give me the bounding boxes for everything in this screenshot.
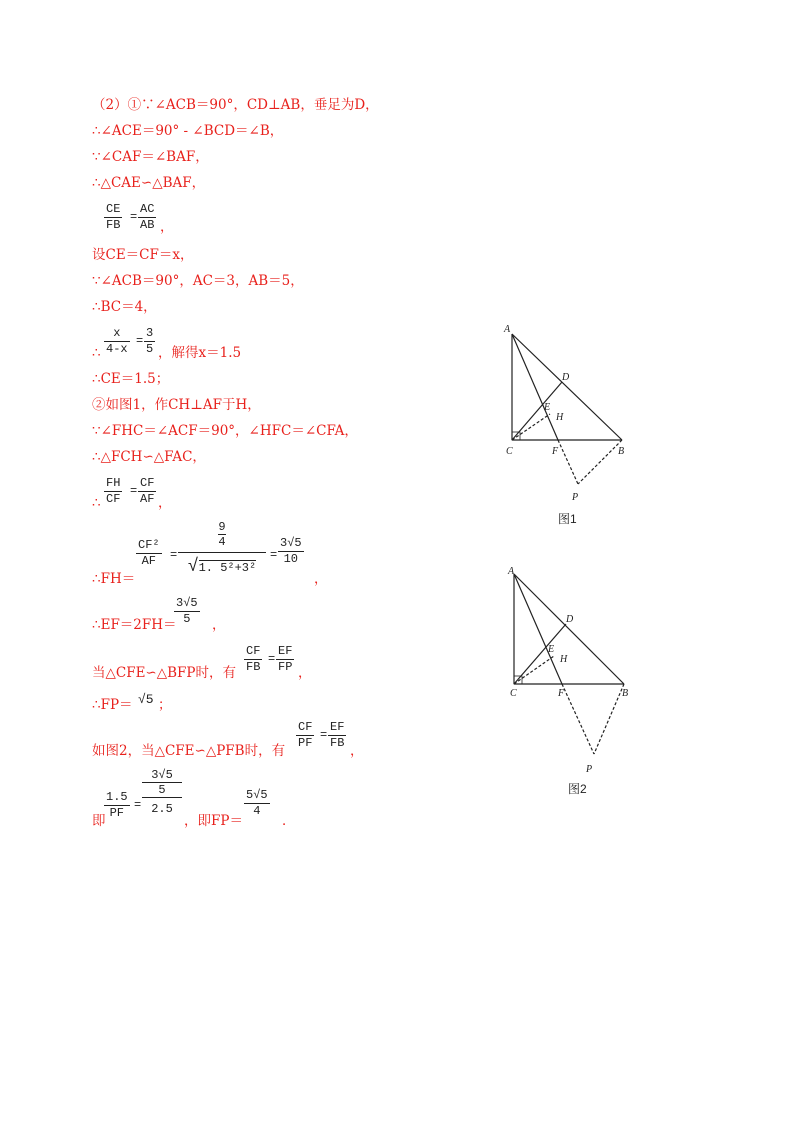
fraction-cf2-af: $\frac{\text{CF²}}{AF}$ (138, 538, 160, 568)
line-15-prefix: ∴FH＝ (92, 571, 136, 587)
compound-fraction: 3√5 5 2.5 (142, 768, 182, 817)
line-5-suffix: ， (160, 219, 174, 235)
line-16-prefix: ∴EF＝2FH＝ (92, 617, 177, 633)
label-H: H (560, 654, 568, 665)
label-F: F (558, 688, 565, 699)
label-D: D (562, 372, 570, 383)
equal-sign: = (270, 548, 278, 562)
fraction-cf-pf: $\frac{CF}{PF}$ (298, 720, 313, 750)
line-19-suffix: ， (350, 743, 364, 759)
fraction-1.5-pf: $\frac{1.5}{PF}$ (106, 790, 128, 820)
line-14-suffix: ， (158, 495, 172, 511)
equal-sign: = (268, 652, 276, 666)
fraction-3root5-5: $\frac{3√5}{5}$ (176, 596, 198, 626)
line-16-suffix: ， (212, 617, 226, 633)
fraction-ef-fp: $\frac{EF}{FP}$ (278, 644, 293, 674)
equal-sign: = (170, 548, 178, 562)
line-12: ∵∠FHC＝∠ACF＝90°，∠HFC＝∠CFA， (92, 423, 358, 439)
equal-sign: = (136, 334, 144, 348)
line-2: ∴∠ACE＝90° - ∠BCD＝∠B， (92, 123, 284, 139)
big-fraction: $\frac{9}{4}$ √1. 5²+3² (178, 520, 266, 577)
root5-value: √5 (138, 692, 154, 707)
fraction-5root5-4: $\frac{5√5}{4}$ (246, 788, 268, 818)
equal-sign: = (130, 484, 138, 498)
label-A: A (504, 324, 511, 335)
line-3: ∵∠CAF＝∠BAF， (92, 149, 209, 165)
line-11: ②如图1，作CH⊥AF于H， (92, 397, 261, 413)
sqrt-icon: √ (187, 557, 199, 577)
label-C: C (510, 688, 517, 699)
label-C: C (506, 446, 513, 457)
line-19-prefix: 如图2，当△CFE∽△PFB时，有 (92, 743, 286, 759)
label-P: P (586, 764, 593, 775)
fraction-3root5-10: $\frac{3√5}{10}$ (280, 536, 302, 566)
label-F: F (552, 446, 559, 457)
figure-1-caption: 图1 (558, 512, 577, 526)
equal-sign: = (134, 798, 142, 812)
line-20-suffix: ． (282, 813, 296, 829)
line-17-prefix: 当△CFE∽△BFP时，有 (92, 665, 236, 681)
line-7: ∵∠ACB＝90°，AC＝3，AB＝5， (92, 273, 304, 289)
label-A: A (508, 566, 515, 577)
fraction-ce-fb: $\frac{CE}{FB}$ (106, 202, 121, 232)
label-B: B (622, 688, 629, 699)
figure-1 (498, 322, 638, 512)
fraction-ac-ab: $\frac{AC}{AB}$ (140, 202, 155, 232)
line-6: 设CE＝CF＝x， (92, 247, 194, 263)
line-18-prefix: ∴FP＝ (92, 697, 133, 713)
fraction-ef-fb: $\frac{EF}{FB}$ (330, 720, 345, 750)
figure-2 (500, 562, 640, 777)
label-E: E (544, 402, 551, 413)
line-14-prefix: ∴ (92, 495, 101, 511)
line-4: ∴△CAE∽△BAF， (92, 175, 206, 191)
label-H: H (556, 412, 564, 423)
line-20-prefix: 即 (92, 813, 106, 829)
equal-sign: = (320, 728, 328, 742)
line-18-suffix: ； (158, 697, 172, 713)
line-9-suffix: ，解得x＝1.5 (158, 345, 242, 361)
figure-2-caption: 图2 (568, 782, 587, 796)
fraction-3-5: $\frac{3}{5}$ (146, 326, 154, 356)
label-D: D (566, 614, 574, 625)
line-17-suffix: ， (298, 665, 312, 681)
line-9-prefix: ∴ (92, 345, 101, 361)
fraction-cf-af: $\frac{CF}{AF}$ (140, 476, 155, 506)
line-1: （2）①∵∠ACB＝90°，CD⊥AB，垂足为D， (92, 97, 379, 113)
line-10: ∴CE＝1.5； (92, 371, 170, 387)
label-P: P (572, 492, 579, 503)
equal-sign: = (130, 210, 138, 224)
line-20-mid: ，即FP＝ (184, 813, 243, 829)
line-13: ∴△FCH∽△FAC， (92, 449, 206, 465)
label-B: B (618, 446, 625, 457)
label-E: E (548, 644, 555, 655)
line-8: ∴BC＝4， (92, 299, 157, 315)
line-15-suffix: ， (314, 571, 328, 587)
fraction-x-4-x: $\frac{x}{4-x}$ (106, 326, 128, 356)
fraction-cf-fb: $\frac{CF}{FB}$ (246, 644, 261, 674)
fraction-fh-cf: $\frac{FH}{CF}$ (106, 476, 121, 506)
